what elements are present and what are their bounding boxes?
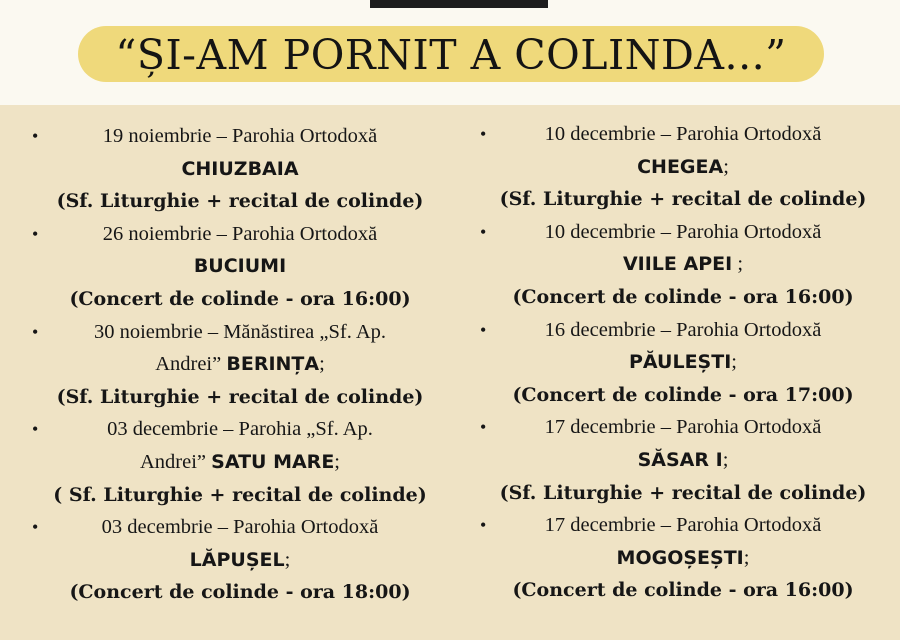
place-name: CHEGEA (637, 155, 724, 178)
place-name: BERINȚA (226, 353, 320, 376)
event-place-line (30, 250, 450, 283)
event-note: (Sf. Liturghie + recital de colinde) (56, 190, 424, 213)
right-column (478, 118, 888, 607)
place-name: LĂPUȘEL (189, 548, 285, 571)
list-item (478, 314, 888, 412)
event-note: (Concert de colinde - ora 16:00) (512, 579, 854, 602)
event-date-line: 17 decembrie – Parohia Ortodoxă (544, 514, 822, 537)
place-name: SĂSAR I (637, 448, 723, 471)
event-place-line (478, 346, 888, 379)
event-place-line (478, 151, 888, 184)
bullet-icon: • (32, 419, 39, 440)
event-note: (Concert de colinde - ora 16:00) (512, 285, 854, 308)
left-column (30, 120, 450, 609)
event-date-line: 16 decembrie – Parohia Ortodoxă (544, 318, 822, 341)
event-note: (Concert de colinde - ora 16:00) (69, 287, 411, 310)
place-suffix: ; (284, 548, 291, 571)
event-date-line: 26 noiembrie – Parohia Ortodoxă (102, 222, 378, 245)
event-date-line: 19 noiembrie – Parohia Ortodoxă (102, 125, 378, 147)
bullet-icon: • (480, 124, 487, 144)
bullet-icon: • (480, 319, 487, 340)
bullet-icon: • (480, 417, 487, 438)
bullet-icon: • (480, 515, 487, 536)
event-note: (Sf. Liturghie + recital de colinde) (499, 481, 867, 504)
event-date-line: 03 decembrie – Parohia „Sf. Ap. (107, 418, 373, 441)
event-date-line: 10 decembrie – Parohia Ortodoxă (544, 123, 822, 145)
event-note: (Sf. Liturghie + recital de colinde) (499, 188, 867, 211)
event-note: (Sf. Liturghie + recital de colinde) (56, 385, 424, 408)
event-place-line (30, 153, 450, 186)
event-note: (Concert de colinde - ora 17:00) (512, 383, 854, 406)
list-item (478, 118, 888, 216)
place-name: SATU MARE (211, 450, 335, 473)
event-note: ( Sf. Liturghie + recital de colinde) (53, 483, 427, 506)
cropped-heading-fragment (370, 0, 548, 8)
event-date-line: 17 decembrie – Parohia Ortodoxă (544, 416, 822, 439)
list-item (30, 511, 450, 609)
event-place-line (478, 248, 888, 281)
place-suffix: ; (319, 353, 325, 376)
header-band (0, 0, 900, 105)
place-name: BUCIUMI (193, 255, 287, 278)
bullet-icon: • (32, 517, 39, 538)
place-suffix: ; (732, 253, 744, 276)
event-place-line (30, 544, 450, 577)
place-suffix: ; (334, 450, 340, 473)
bullet-icon: • (32, 126, 39, 146)
place-name: VIILE APEI (622, 253, 733, 276)
event-place-line (30, 348, 450, 381)
place-suffix: ; (723, 155, 729, 178)
place-suffix: ; (722, 448, 729, 471)
bullet-icon: • (32, 223, 39, 244)
place-name: PĂULEȘTI (629, 351, 732, 374)
place-suffix: ; (743, 546, 750, 569)
list-item (478, 509, 888, 607)
list-item (30, 218, 450, 316)
page-title: “ȘI-AM PORNIT A COLINDA...” (115, 31, 787, 79)
list-item (30, 120, 450, 218)
bullet-icon: • (480, 221, 487, 242)
event-date-line: 10 decembrie – Parohia Ortodoxă (544, 220, 822, 243)
event-date-line: 03 decembrie – Parohia Ortodoxă (101, 516, 379, 539)
title-highlight (78, 26, 824, 82)
list-item (478, 411, 888, 509)
list-item (478, 216, 888, 314)
bullet-icon: • (32, 321, 39, 342)
place-prefix: Andrei” (155, 353, 227, 376)
event-date-line: 30 noiembrie – Mănăstirea „Sf. Ap. (93, 320, 387, 343)
event-place-line (478, 542, 888, 575)
place-suffix: ; (731, 351, 737, 374)
event-note: (Concert de colinde - ora 18:00) (69, 581, 411, 604)
place-name: CHIUZBAIA (181, 157, 299, 180)
list-item (30, 413, 450, 511)
list-item (30, 316, 450, 414)
place-name: MOGOȘEȘTI (616, 546, 744, 569)
event-place-line (478, 444, 888, 477)
place-prefix: Andrei” (140, 450, 212, 473)
event-place-line (30, 446, 450, 479)
